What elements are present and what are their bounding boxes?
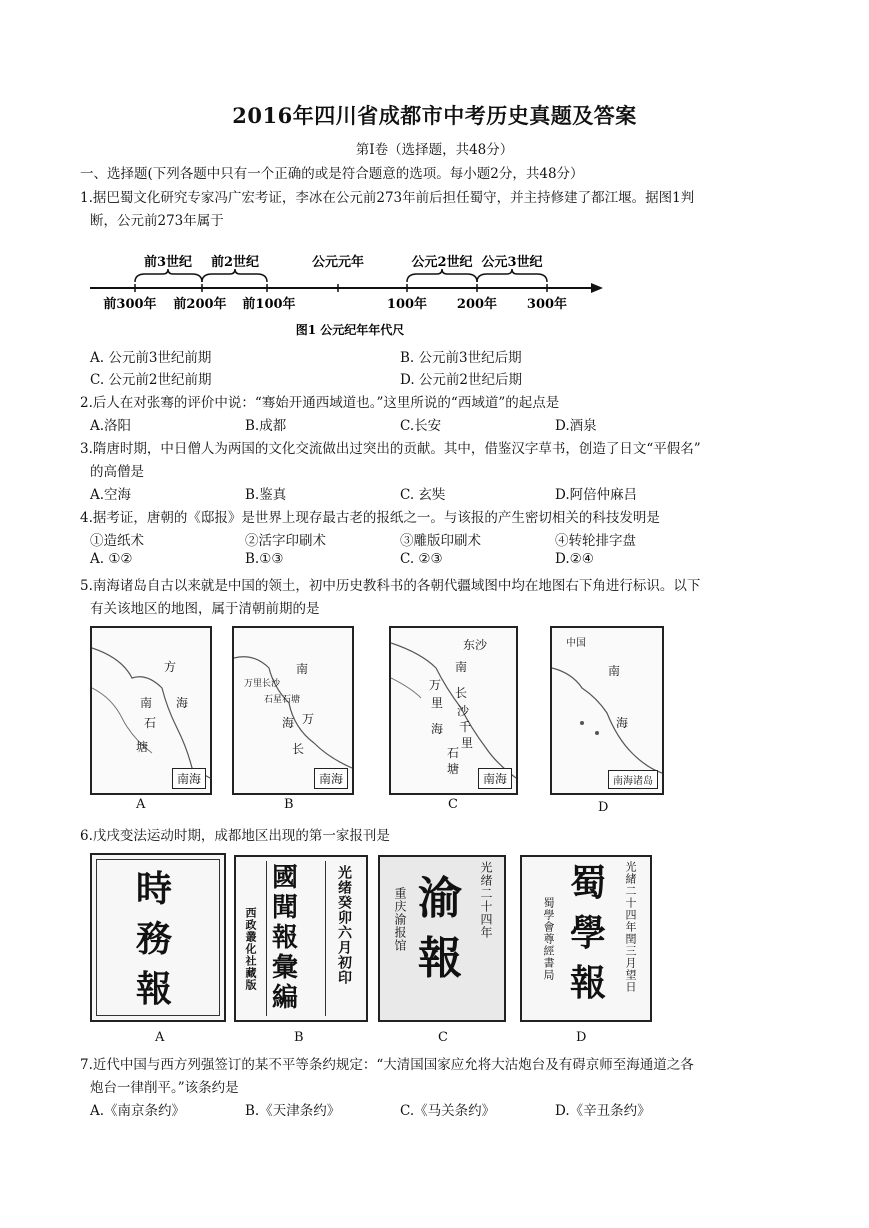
brace-label: 前2世纪 (210, 255, 260, 270)
brace-label: 公元3世纪 (481, 255, 543, 270)
q2-option-c[interactable]: C.长安 (400, 418, 442, 434)
map-option-b[interactable] (232, 626, 354, 795)
map-label: 石 (144, 716, 157, 730)
masthead-char: 彙 (272, 953, 299, 983)
map-label: 海 (431, 722, 444, 736)
side-inscription: 光绪二十四年 (479, 861, 493, 939)
paper-letter: D (576, 1030, 587, 1045)
q4-stem: 4.据考证，唐朝的《邸报》是世界上现存最古老的报纸之一。与该报的产生密切相关的科技发明是 (80, 510, 660, 526)
q7-option-c[interactable]: C.《马关条约》 (400, 1103, 496, 1119)
q4-item-3: ③雕版印刷术 (400, 533, 481, 549)
q1-option-c[interactable]: C. 公元前2世纪前期 (90, 372, 212, 388)
map-label: 南 (608, 664, 621, 678)
brace-label: 前3世纪 (143, 255, 193, 270)
q1-option-d[interactable]: D. 公元前2世纪后期 (400, 372, 523, 388)
masthead-char: 報 (418, 933, 462, 984)
side-inscription: 西政叢化社藏版 (244, 907, 257, 991)
map-letter: B (284, 797, 294, 812)
map-inset-label: 南海 (172, 768, 206, 789)
tick-label: 前100年 (242, 297, 296, 312)
map-label: 海 (176, 696, 189, 710)
brace-label: 公元元年 (311, 255, 365, 270)
q4-item-1: ①造纸术 (90, 533, 144, 549)
map-option-d[interactable] (550, 626, 664, 795)
newspaper-option-d[interactable] (520, 855, 652, 1022)
map-label: 方 (164, 660, 177, 674)
masthead-char: 務 (136, 918, 173, 960)
paper-letter: A (155, 1030, 165, 1045)
map-letter: D (598, 800, 609, 815)
q3-option-b[interactable]: B.鉴真 (245, 487, 287, 503)
masthead-char: 學 (570, 912, 607, 954)
map-label: 南 (296, 662, 309, 676)
map-label: 万 (429, 678, 442, 692)
figure-caption: 图1 公元纪年年代尺 (295, 323, 405, 337)
map-option-c[interactable] (389, 626, 518, 795)
side-inscription: 光绪癸卯六月初印 (336, 865, 352, 985)
tick-label: 200年 (456, 297, 498, 312)
q4-option-b[interactable]: B.①③ (245, 551, 284, 567)
q3-option-a[interactable]: A.空海 (90, 487, 132, 503)
map-inset-label: 南海 (314, 768, 348, 789)
q4-option-c[interactable]: C. ②③ (400, 551, 443, 567)
map-label: 里 (431, 696, 444, 710)
map-label: 里 (461, 736, 474, 750)
q6-stem: 6.戊戌变法运动时期，成都地区出现的第一家报刊是 (80, 828, 390, 844)
q5-stem-cont: 有关该地区的地图，属于清朝前期的是 (90, 601, 320, 617)
map-letter: C (448, 797, 458, 812)
map-label: 沙 (457, 704, 470, 718)
masthead-char: 時 (136, 868, 173, 910)
map-inset-label: 南海 (478, 768, 512, 789)
masthead-char: 報 (570, 962, 607, 1004)
map-label: 千 (459, 720, 472, 734)
map-option-a[interactable] (90, 626, 212, 795)
q7-stem-cont: 炮台一律削平。”该条约是 (90, 1080, 239, 1096)
map-label: 海 (616, 716, 629, 730)
coastline-drawing (552, 628, 662, 793)
masthead-char: 報 (136, 968, 173, 1010)
q1-option-b[interactable]: B. 公元前3世纪后期 (400, 350, 522, 366)
masthead-char: 渝 (418, 873, 462, 924)
masthead-char: 蜀 (570, 862, 607, 904)
q1-stem: 1.据巴蜀文化研究专家冯广宏考证，李冰在公元前273年前后担任蜀守，并主持修建了都江堰。据图1判 (80, 190, 695, 206)
q4-item-2: ②活字印刷术 (245, 533, 326, 549)
q3-stem: 3.隋唐时期，中日僧人为两国的文化交流做出过突出的贡献。其中，借鉴汉字草书，创造了日文“平假名” (80, 441, 701, 457)
q2-option-a[interactable]: A.洛阳 (90, 418, 132, 434)
map-letter: A (136, 797, 146, 812)
q5-stem: 5.南海诸岛自古以来就是中国的领土，初中历史教科书的各朝代疆域图中均在地图右下角进行标识。以下 (80, 578, 701, 594)
side-inscription: 蜀學會尊經書局 (542, 897, 555, 981)
q2-option-b[interactable]: B.成都 (245, 418, 287, 434)
q3-stem-cont: 的高僧是 (90, 464, 144, 480)
q4-option-d[interactable]: D.②④ (555, 551, 594, 567)
q1-stem-cont: 断，公元前273年属于 (90, 213, 224, 229)
map-label: 南 (140, 696, 153, 710)
map-label: 东沙 (463, 638, 488, 652)
masthead-char: 編 (272, 983, 299, 1013)
newspaper-option-c[interactable] (378, 855, 506, 1022)
map-label: 长 (455, 686, 468, 700)
map-label: 长 (292, 742, 305, 756)
newspaper-option-b[interactable] (234, 855, 368, 1022)
side-inscription: 光緒二十四年閏三月望日 (624, 861, 637, 993)
tick-label: 300年 (526, 297, 568, 312)
q3-option-d[interactable]: D.阿倍仲麻吕 (555, 487, 638, 503)
paper-letter: C (438, 1030, 448, 1045)
map-label: 南 (455, 660, 468, 674)
map-label: 万 (302, 712, 315, 726)
newspaper-option-a[interactable] (90, 853, 226, 1022)
map-label: 塘 (447, 762, 460, 776)
q1-option-a[interactable]: A. 公元前3世纪前期 (90, 350, 212, 366)
section-heading: 一、选择题(下列各题中只有一个正确的或是符合题意的选项。每小题2分，共48分） (80, 166, 584, 182)
map-label: 中国 (566, 638, 586, 649)
paper-letter: B (294, 1030, 304, 1045)
map-label: 塘 (136, 740, 149, 754)
page-title: 2016年四川省成都市中考历史真题及答案 (232, 103, 637, 128)
q7-stem: 7.近代中国与西方列强签订的某不平等条约规定：“大清国国家应允将大沽炮台及有碍京师至海通道之各 (80, 1057, 694, 1073)
q2-stem: 2.后人在对张骞的评价中说：“骞始开通西域道也。”这里所说的“西域道”的起点是 (80, 395, 560, 411)
map-label: 石 (447, 746, 460, 760)
map-label: 万里长沙 (244, 679, 281, 689)
tick-label: 前300年 (103, 297, 157, 312)
q3-option-c[interactable]: C. 玄奘 (400, 487, 446, 503)
side-inscription: 重庆渝报馆 (393, 887, 407, 952)
tick-label: 100年 (386, 297, 428, 312)
q4-option-a[interactable]: A. ①② (90, 551, 133, 567)
timeline-figure (85, 250, 615, 340)
brace-label: 公元2世纪 (411, 255, 473, 270)
q7-option-d[interactable]: D.《辛丑条约》 (555, 1103, 651, 1119)
masthead-char: 國 (272, 863, 299, 893)
masthead-char: 報 (272, 923, 299, 953)
tick-label: 前200年 (173, 297, 227, 312)
q7-option-a[interactable]: A.《南京条约》 (90, 1103, 186, 1119)
map-inset-label: 南海诸岛 (608, 770, 658, 789)
q2-option-d[interactable]: D.酒泉 (555, 418, 597, 434)
page-subtitle: 第Ⅰ卷（选择题，共48分） (355, 142, 514, 158)
q4-item-4: ④转轮排字盘 (555, 533, 636, 549)
map-label: 海 (282, 716, 295, 730)
q7-option-b[interactable]: B.《天津条约》 (245, 1103, 341, 1119)
map-label: 石星石塘 (264, 695, 301, 705)
masthead-char: 聞 (272, 893, 299, 923)
